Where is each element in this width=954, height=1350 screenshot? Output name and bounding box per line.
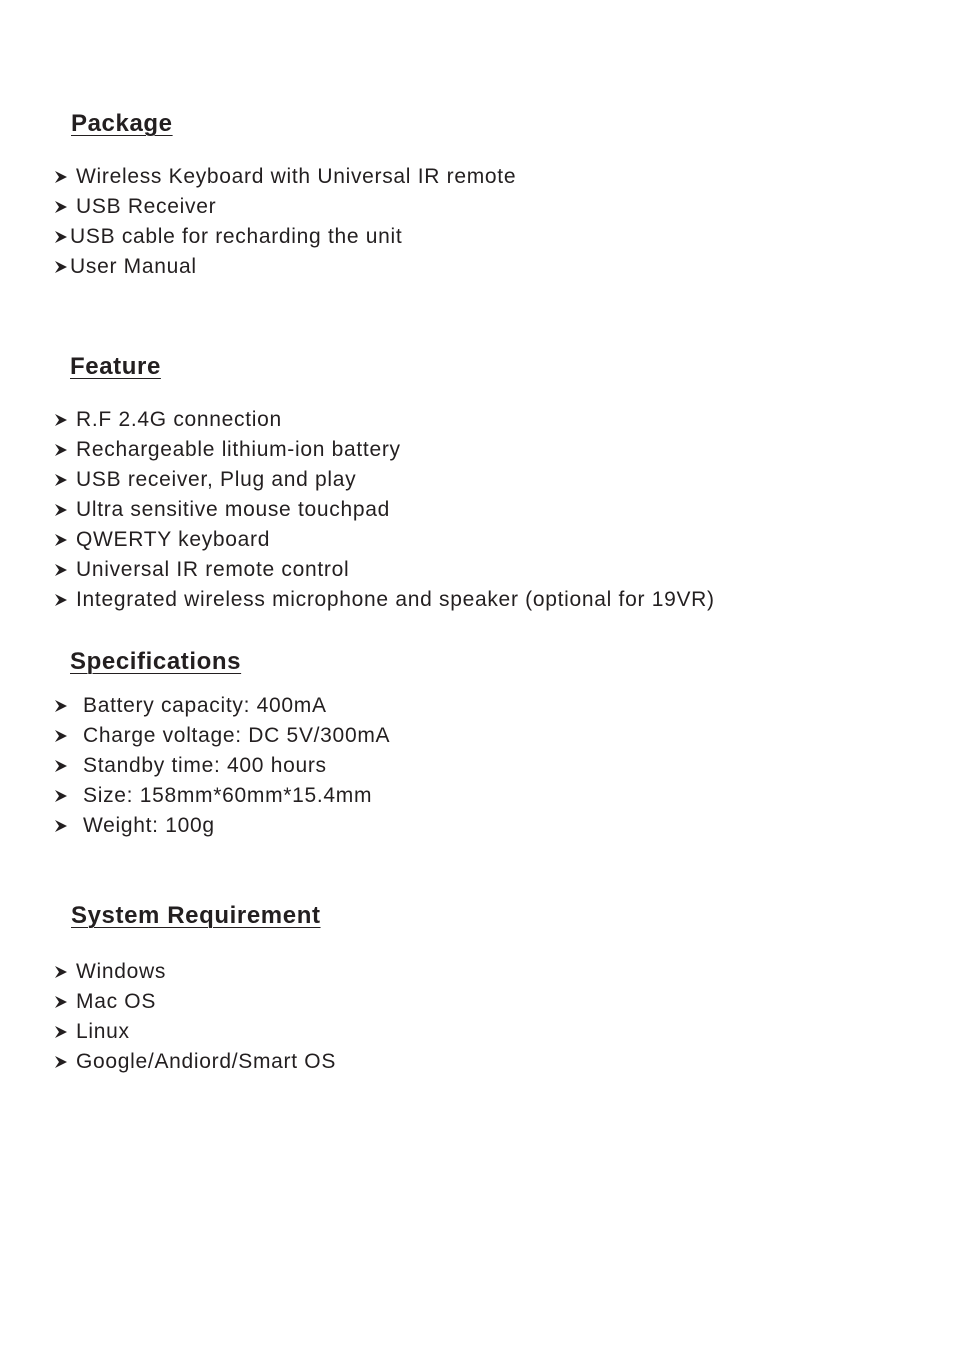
list-item bbox=[54, 1017, 336, 1047]
list-item-text: R.F 2.4G connection bbox=[76, 408, 282, 431]
list-item bbox=[54, 721, 390, 751]
arrowhead-bullet-icon bbox=[54, 260, 68, 274]
specifications-list bbox=[54, 691, 390, 841]
arrowhead-bullet-icon bbox=[54, 1025, 68, 1039]
arrowhead-bullet-icon bbox=[54, 413, 68, 427]
arrowhead-bullet-icon bbox=[54, 729, 68, 743]
list-item-text: Ultra sensitive mouse touchpad bbox=[76, 498, 390, 521]
list-item bbox=[54, 987, 336, 1017]
arrowhead-bullet-icon bbox=[54, 819, 68, 833]
list-item bbox=[54, 405, 715, 435]
list-item-text: Integrated wireless microphone and speaker (optional for 19VR) bbox=[76, 588, 715, 611]
list-item bbox=[54, 222, 516, 252]
list-item-text: Linux bbox=[76, 1020, 130, 1043]
arrowhead-bullet-icon bbox=[54, 699, 68, 713]
list-item-text: Charge voltage: DC 5V/300mA bbox=[83, 724, 391, 747]
list-item bbox=[54, 162, 516, 192]
arrowhead-bullet-icon bbox=[54, 230, 68, 244]
arrowhead-bullet-icon bbox=[54, 533, 68, 547]
arrowhead-bullet-icon bbox=[54, 759, 68, 773]
arrowhead-bullet-icon bbox=[54, 1055, 68, 1069]
arrowhead-bullet-icon bbox=[54, 995, 68, 1009]
list-item-text: User Manual bbox=[70, 255, 197, 278]
list-item-text: Mac OS bbox=[76, 990, 157, 1013]
list-item bbox=[54, 252, 516, 282]
package-heading: Package bbox=[71, 110, 173, 137]
arrowhead-bullet-icon bbox=[54, 473, 68, 487]
package-list bbox=[54, 162, 516, 282]
list-item-text: Universal IR remote control bbox=[76, 558, 350, 581]
list-item-text: Rechargeable lithium-ion battery bbox=[76, 438, 401, 461]
specifications-heading: Specifications bbox=[70, 648, 242, 675]
list-item bbox=[54, 192, 516, 222]
list-item-text: USB Receiver bbox=[76, 195, 217, 218]
list-item bbox=[54, 781, 390, 811]
list-item bbox=[54, 555, 715, 585]
arrowhead-bullet-icon bbox=[54, 170, 68, 184]
list-item bbox=[54, 691, 390, 721]
arrowhead-bullet-icon bbox=[54, 503, 68, 517]
list-item bbox=[54, 957, 336, 987]
arrowhead-bullet-icon bbox=[54, 443, 68, 457]
list-item-text: QWERTY keyboard bbox=[76, 528, 271, 551]
list-item-text: Size: 158mm*60mm*15.4mm bbox=[83, 784, 373, 807]
list-item bbox=[54, 1047, 336, 1077]
list-item-text: Wireless Keyboard with Universal IR remote bbox=[76, 165, 517, 188]
list-item-text: Weight: 100g bbox=[83, 814, 215, 837]
list-item bbox=[54, 811, 390, 841]
system-requirement-list bbox=[54, 957, 336, 1077]
list-item bbox=[54, 435, 715, 465]
feature-heading: Feature bbox=[70, 353, 161, 380]
list-item-text: Standby time: 400 hours bbox=[83, 754, 327, 777]
list-item-text: USB cable for recharding the unit bbox=[70, 225, 403, 248]
list-item bbox=[54, 525, 715, 555]
arrowhead-bullet-icon bbox=[54, 965, 68, 979]
list-item bbox=[54, 495, 715, 525]
list-item bbox=[54, 465, 715, 495]
list-item-text: Battery capacity: 400mA bbox=[83, 694, 327, 717]
arrowhead-bullet-icon bbox=[54, 593, 68, 607]
feature-list bbox=[54, 405, 715, 615]
list-item bbox=[54, 751, 390, 781]
arrowhead-bullet-icon bbox=[54, 200, 68, 214]
arrowhead-bullet-icon bbox=[54, 563, 68, 577]
list-item-text: Google/Andiord/Smart OS bbox=[76, 1050, 337, 1073]
arrowhead-bullet-icon bbox=[54, 789, 68, 803]
list-item-text: USB receiver, Plug and play bbox=[76, 468, 357, 491]
list-item bbox=[54, 585, 715, 615]
list-item-text: Windows bbox=[76, 960, 167, 983]
system-requirement-heading: System Requirement bbox=[71, 902, 321, 929]
